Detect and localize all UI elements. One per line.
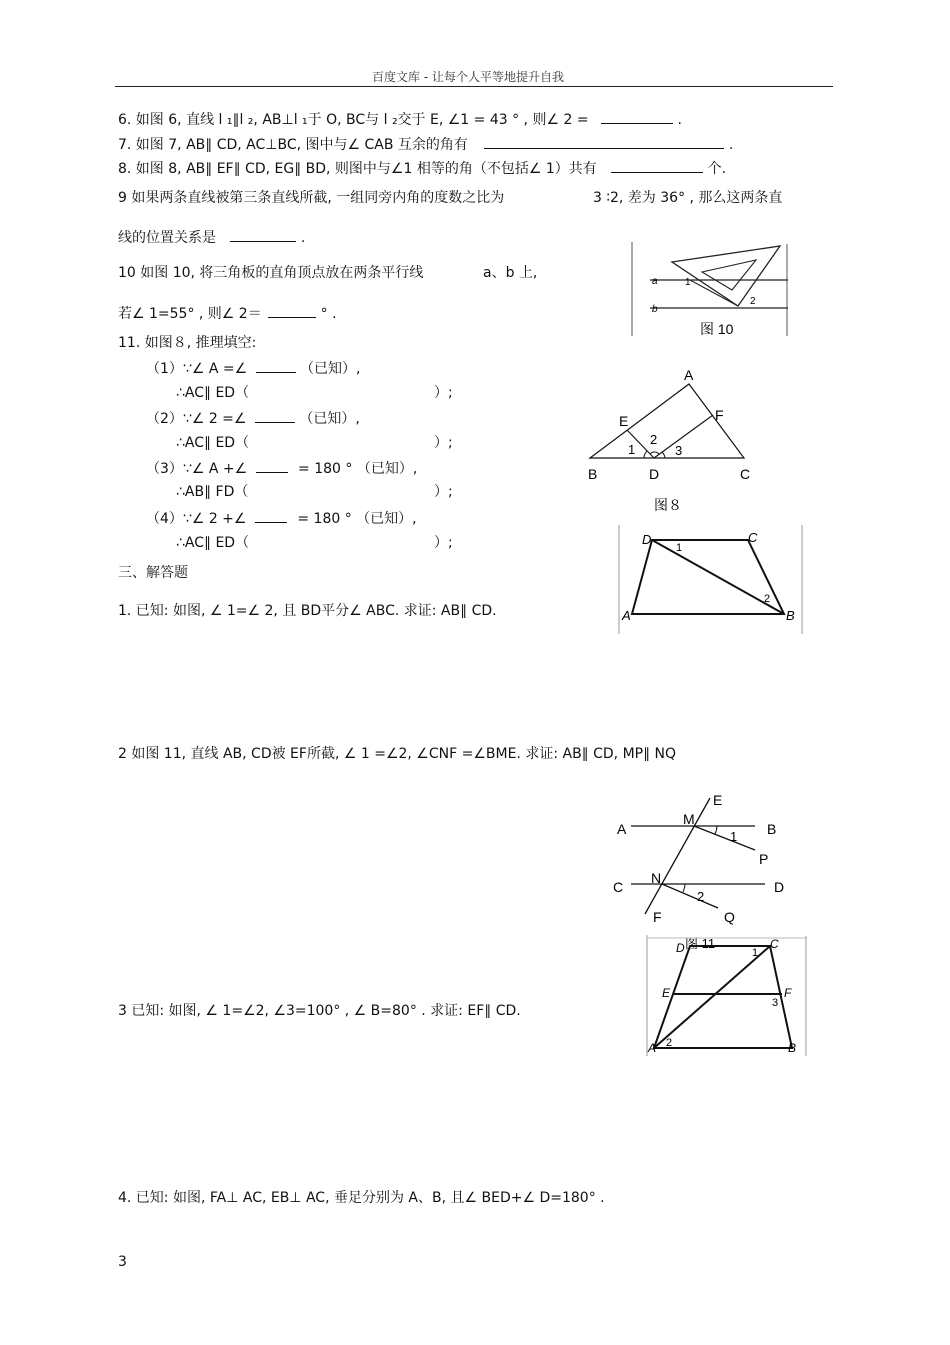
question-6 [118,110,682,129]
figure-8 [582,364,762,519]
fig8-label-1: 1 [628,442,636,457]
fig10-label-1: 1 [685,277,691,288]
q11-2-reason-open: ∴AC∥ ED（ [176,435,250,451]
q11-4-given [146,509,417,528]
question-10-line1b: a、b 上, [483,265,538,281]
fig-p3-label-B: B [788,1041,797,1055]
q11-1-reason-open: ∴AC∥ ED（ [176,385,250,401]
fig-p1-label-A: A [622,608,631,623]
figure-problem-1 [618,524,804,636]
fig11-label-Q: Q [724,909,735,925]
q8-end: 个. [707,161,727,177]
fig8-label-2: 2 [650,432,658,447]
q8-text: 8. 如图 8, AB∥ EF∥ CD, EG∥ BD, 则图中与∠1 相等的角（不包括∠ 1）共有 [118,161,597,177]
question-8 [118,159,726,178]
figure-problem-3 [646,934,808,1058]
fig-p1-label-1: 1 [676,542,683,554]
q6-end: . [677,112,682,128]
fig11-caption: 图 11 [685,936,716,951]
q9-blank [230,228,296,242]
fig10-label-a: a [652,276,658,287]
q11-2-blank [255,409,295,423]
fig10-label-b: b [652,304,658,315]
q6-text: 6. 如图 6, 直线 l ₁∥l ₂, AB⊥l ₁于 O, BC与 l ₂交于 E, ∠1 = 43 ° , 则∠ 2 = [118,112,589,128]
q11-2-reason-close: ）; [434,435,453,451]
q7-blank [484,135,724,149]
q11-2-given [146,409,360,428]
question-9-line2 [118,228,305,247]
q11-1-given [146,359,360,378]
fig-p3-label-A: A [648,1041,657,1055]
q11-1-reason-close: ）; [434,385,453,401]
q7-text: 7. 如图 7, AB∥ CD, AC⊥BC, 图中与∠ CAB 互余的角有 [118,137,468,153]
q11-3-given [146,459,417,478]
q11-4-reason-close: ）; [434,535,453,551]
fig11-label-1: 1 [730,829,738,844]
question-11: 11. 如图８, 推理填空: [118,335,257,351]
question-7 [118,135,733,154]
header-rule [115,86,833,87]
problem-2: 2 如图 11, 直线 AB, CD被 EF所截, ∠ 1 =∠2, ∠CNF =∠BME. 求证: AB∥ CD, MP∥ NQ [118,746,677,762]
section-3-heading: 三、解答题 [118,565,188,581]
figure-11 [605,790,805,955]
q11-3-blank [256,459,288,473]
page-number: 3 [118,1254,127,1270]
fig8-label-A: A [684,367,694,383]
q11-3b: = 180 ° （已知）, [298,461,418,477]
q11-1b: （已知）, [300,361,361,377]
q7-end: . [728,137,734,153]
q10-end: ° . [320,306,337,322]
question-10-line1: 10 如图 10, 将三角板的直角顶点放在两条平行线 [118,265,424,281]
fig-p3-label-C: C [770,937,779,951]
q11-2b: （已知）, [299,411,360,427]
fig-p1-label-C: C [748,530,758,545]
q11-1a: （1）∵∠ A =∠ [146,361,248,377]
fig-p3-label-2: 2 [666,1037,673,1049]
q11-4a: （4）∵∠ 2 +∠ [146,511,247,527]
q11-4-blank [255,509,287,523]
fig8-caption: 图８ [654,497,682,513]
fig11-label-M: M [683,811,695,827]
q11-2a: （2）∵∠ 2 =∠ [146,411,247,427]
fig11-label-2: 2 [697,889,705,904]
q11-4b: = 180 ° （已知）, [297,511,417,527]
fig11-label-D: D [774,879,785,895]
figure-10 [630,240,790,340]
fig11-label-B: B [767,821,777,837]
fig-p3-label-E: E [662,986,671,1000]
fig11-label-N: N [651,870,662,886]
question-9-line1b: 3 ∶2, 差为 36° , 那么这两条直 [593,190,783,206]
fig11-label-F: F [653,909,662,925]
fig11-label-C: C [613,879,624,895]
problem-4: 4. 已知: 如图, FA⊥ AC, EB⊥ AC, 垂足分别为 A、B, 且∠ BED+∠ D=180° . [118,1190,605,1206]
q11-3-reason-open: ∴AB∥ FD（ [176,484,249,500]
fig-p3-label-F: F [784,986,792,1000]
fig-p3-label-D: D [676,941,685,955]
q10-blank [268,304,316,318]
fig11-label-E: E [713,792,723,808]
question-9-line1: 9 如果两条直线被第三条直线所截, 一组同旁内角的度数之比为 [118,190,505,206]
fig8-label-B: B [588,466,598,482]
fig-p1-label-D: D [642,532,652,547]
fig10-caption: 图 10 [700,321,734,337]
fig11-label-A: A [617,821,627,837]
fig8-label-E: E [619,413,629,429]
fig8-label-D: D [649,466,660,482]
q8-blank [611,159,703,173]
problem-1: 1. 已知: 如图, ∠ 1=∠ 2, 且 BD平分∠ ABC. 求证: AB∥ CD. [118,603,497,619]
q9-end: . [300,230,306,246]
fig-p1-label-2: 2 [764,593,771,605]
fig10-label-2: 2 [750,296,756,307]
fig11-label-P: P [759,851,769,867]
q11-3a: （3）∵∠ A +∠ [146,461,248,477]
page-header: 百度文库 - 让每个人平等地提升自我 [372,70,564,84]
question-10-line2 [118,304,337,323]
q11-4-reason-open: ∴AC∥ ED（ [176,535,250,551]
fig-p3-label-3: 3 [772,997,779,1009]
q6-blank [601,110,673,124]
fig8-label-F: F [715,407,724,423]
q11-3-reason-close: ）; [434,484,453,500]
q10-text: 若∠ 1=55° , 则∠ 2＝ [118,306,262,322]
q11-1-blank [256,359,296,373]
q9-text: 线的位置关系是 [118,230,216,246]
problem-3: 3 已知: 如图, ∠ 1=∠2, ∠3=100° , ∠ B=80° . 求证: EF∥ CD. [118,1003,521,1019]
fig8-label-C: C [740,466,751,482]
fig8-label-3: 3 [675,443,683,458]
fig-p1-label-B: B [786,608,795,623]
fig-p3-label-1: 1 [752,947,759,959]
